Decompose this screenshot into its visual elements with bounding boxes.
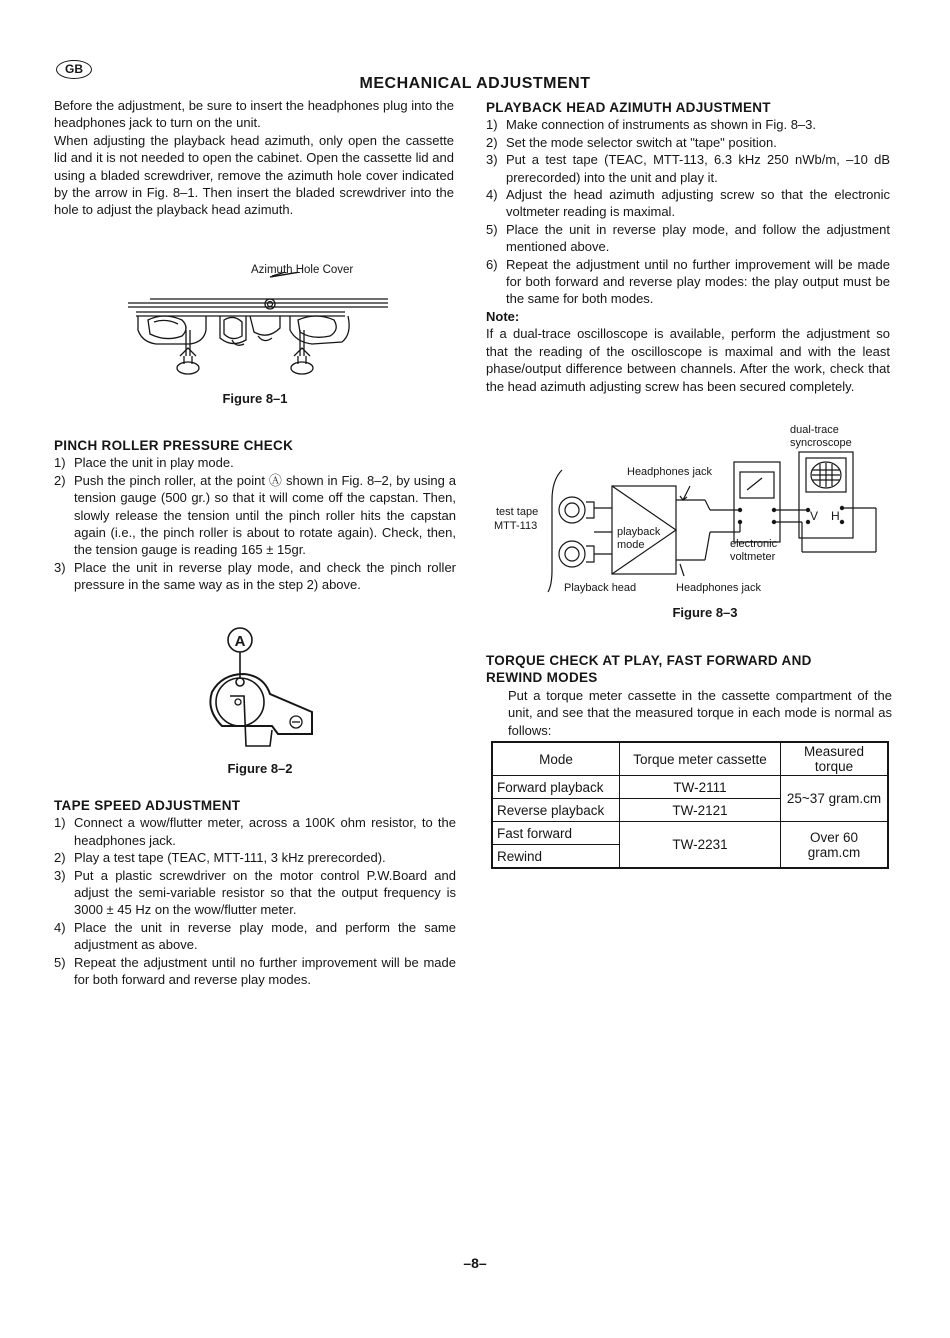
headphones-jack-bottom-label: Headphones jack [676, 582, 762, 594]
pinch-roller-section [54, 437, 456, 594]
intro-paragraph-1: Before the adjustment, be sure to insert the headphones plug into the headphones jack to turn on the unit. [54, 98, 454, 131]
intro-paragraph-2: When adjusting the playback head azimuth, only open the cassette lid and it is not needed to open the cabinet. Open the cassette lid and using a bladed screwdriver, remove the azimuth hole cover indicated by the arrow in Fig. 8–1. Then insert the bladed screwdriver into the hole to adjust the playback head azimuth. [54, 132, 454, 218]
cell-torque-ff-rew: Over 60 gram.cm [781, 822, 889, 869]
region-badge: GB [56, 60, 92, 79]
playback-mode-label-1: playback [617, 526, 661, 538]
test-tape-label-1: test tape [496, 506, 539, 518]
torque-table [491, 741, 889, 869]
tape-speed-section [54, 797, 456, 988]
table-header-row [492, 742, 888, 776]
list-item: 4) Adjust the head azimuth adjusting screw so that the electronic voltmeter reading is maximal. [486, 187, 890, 220]
h-terminal-label: H [831, 509, 840, 523]
cell-mode: Forward playback [492, 776, 620, 799]
azimuth-hole-cover-label: Azimuth Hole Cover [251, 264, 354, 276]
list-item: 2) Push the pinch roller, at the point Ⓐ shown in Fig. 8–2, by using a tension gauge (500 gr.) so that it will come off the capstan. Then, slowly release the tension until the pinch roller hits the capstan again (i.e., the pinch roller is about to rotate again). Check, then, the tension gauge is reading 165 ± 15gr. [54, 472, 456, 558]
list-item: 4) Place the unit in reverse play mode, and perform the same adjustment as above. [54, 919, 456, 953]
headphones-jack-top-label: Headphones jack [627, 466, 713, 478]
figure-8-1-drawing [120, 272, 400, 384]
note-label: Note: [486, 308, 520, 324]
playback-head-label: Playback head [564, 582, 637, 594]
header-mode: Mode [492, 742, 620, 776]
note-text: If a dual-trace oscilloscope is available, perform the adjustment so that the reading of the oscilloscope is maximal and with the least phase/output difference between channels. After the work, check that the head azimuth adjusting screw has been secured completely. [486, 326, 890, 394]
azimuth-steps [486, 116, 890, 307]
list-item: 6) Repeat the adjustment until no further improvement will be made for both forward and reverse play modes: the play output must be the same for both modes. [486, 256, 890, 307]
cell-torque-play: 25~37 gram.cm [781, 776, 889, 822]
list-item: 1) Make connection of instruments as shown in Fig. 8–3. [486, 117, 816, 133]
list-item: 3) Put a plastic screwdriver on the motor control P.W.Board and adjust the semi-variable resistor so that the output frequency is 3000 ± 45 Hz on the wow/flutter meter. [54, 867, 456, 918]
voltmeter-label-2: voltmeter [730, 551, 776, 563]
header-cassette: Torque meter cassette [620, 742, 781, 776]
header-torque: Measured torque [781, 742, 889, 776]
list-item: 5) Place the unit in reverse play mode, and follow the adjustment mentioned above. [486, 221, 890, 255]
pinch-roller-heading: PINCH ROLLER PRESSURE CHECK [54, 438, 294, 453]
scope-label-1: dual-trace [790, 424, 839, 436]
figure-8-2-caption: Figure 8–2 [227, 761, 293, 776]
torque-heading-line-2: REWIND MODES [486, 670, 598, 686]
tape-speed-steps [54, 814, 456, 988]
list-item: 3) Place the unit in reverse play mode, and check the pinch roller pressure in the same way as in the step 2) above. [54, 559, 456, 593]
page-title: MECHANICAL ADJUSTMENT [359, 75, 591, 92]
list-item: 2) Play a test tape (TEAC, MTT-111, 3 kHz prerecorded). [54, 850, 386, 866]
point-a-label: A [234, 633, 246, 650]
torque-heading-line-1: TORQUE CHECK AT PLAY, FAST FORWARD AND [486, 653, 812, 668]
figure-8-2-drawing [200, 622, 330, 754]
cell-mode: Fast forward [492, 822, 620, 845]
table-row [492, 776, 888, 799]
cell-cassette: TW-2121 [620, 799, 781, 822]
scope-label-2: syncroscope [790, 437, 852, 449]
test-tape-label-2: MTT-113 [494, 520, 538, 532]
torque-section [486, 652, 892, 739]
cell-mode: Reverse playback [492, 799, 620, 822]
azimuth-section [486, 99, 890, 395]
intro-section [54, 97, 454, 219]
cell-cassette: TW-2111 [620, 776, 781, 799]
page-number: –8– [463, 1255, 487, 1271]
list-item: 1) Connect a wow/flutter meter, across a 100K ohm resistor, to the headphones jack. [54, 815, 456, 848]
playback-mode-label-2: mode [617, 539, 645, 551]
pinch-roller-steps [54, 454, 456, 593]
figure-8-3-drawing [490, 420, 890, 600]
list-item: 1) Place the unit in play mode. [54, 455, 234, 471]
table-row [492, 822, 888, 845]
cell-mode: Rewind [492, 845, 620, 869]
azimuth-heading: PLAYBACK HEAD AZIMUTH ADJUSTMENT [486, 100, 771, 115]
voltmeter-label-1: electronic [730, 538, 778, 550]
tape-speed-heading: TAPE SPEED ADJUSTMENT [54, 798, 241, 813]
v-terminal-label: V [810, 509, 819, 523]
list-item: 5) Repeat the adjustment until no further improvement will be made for both forward and reverse play modes. [54, 954, 456, 988]
figure-8-3-caption: Figure 8–3 [672, 605, 738, 620]
cell-cassette: TW-2231 [620, 822, 781, 869]
list-item: 2) Set the mode selector switch at "tape" position. [486, 134, 777, 150]
figure-8-1-caption: Figure 8–1 [222, 391, 288, 406]
torque-text: Put a torque meter cassette in the cassette compartment of the unit, and see that the measured torque in each mode is normal as follows: [508, 687, 892, 738]
list-item: 3) Put a test tape (TEAC, MTT-113, 6.3 kHz 250 nWb/m, –10 dB prerecorded) into the unit and play it. [486, 152, 890, 185]
